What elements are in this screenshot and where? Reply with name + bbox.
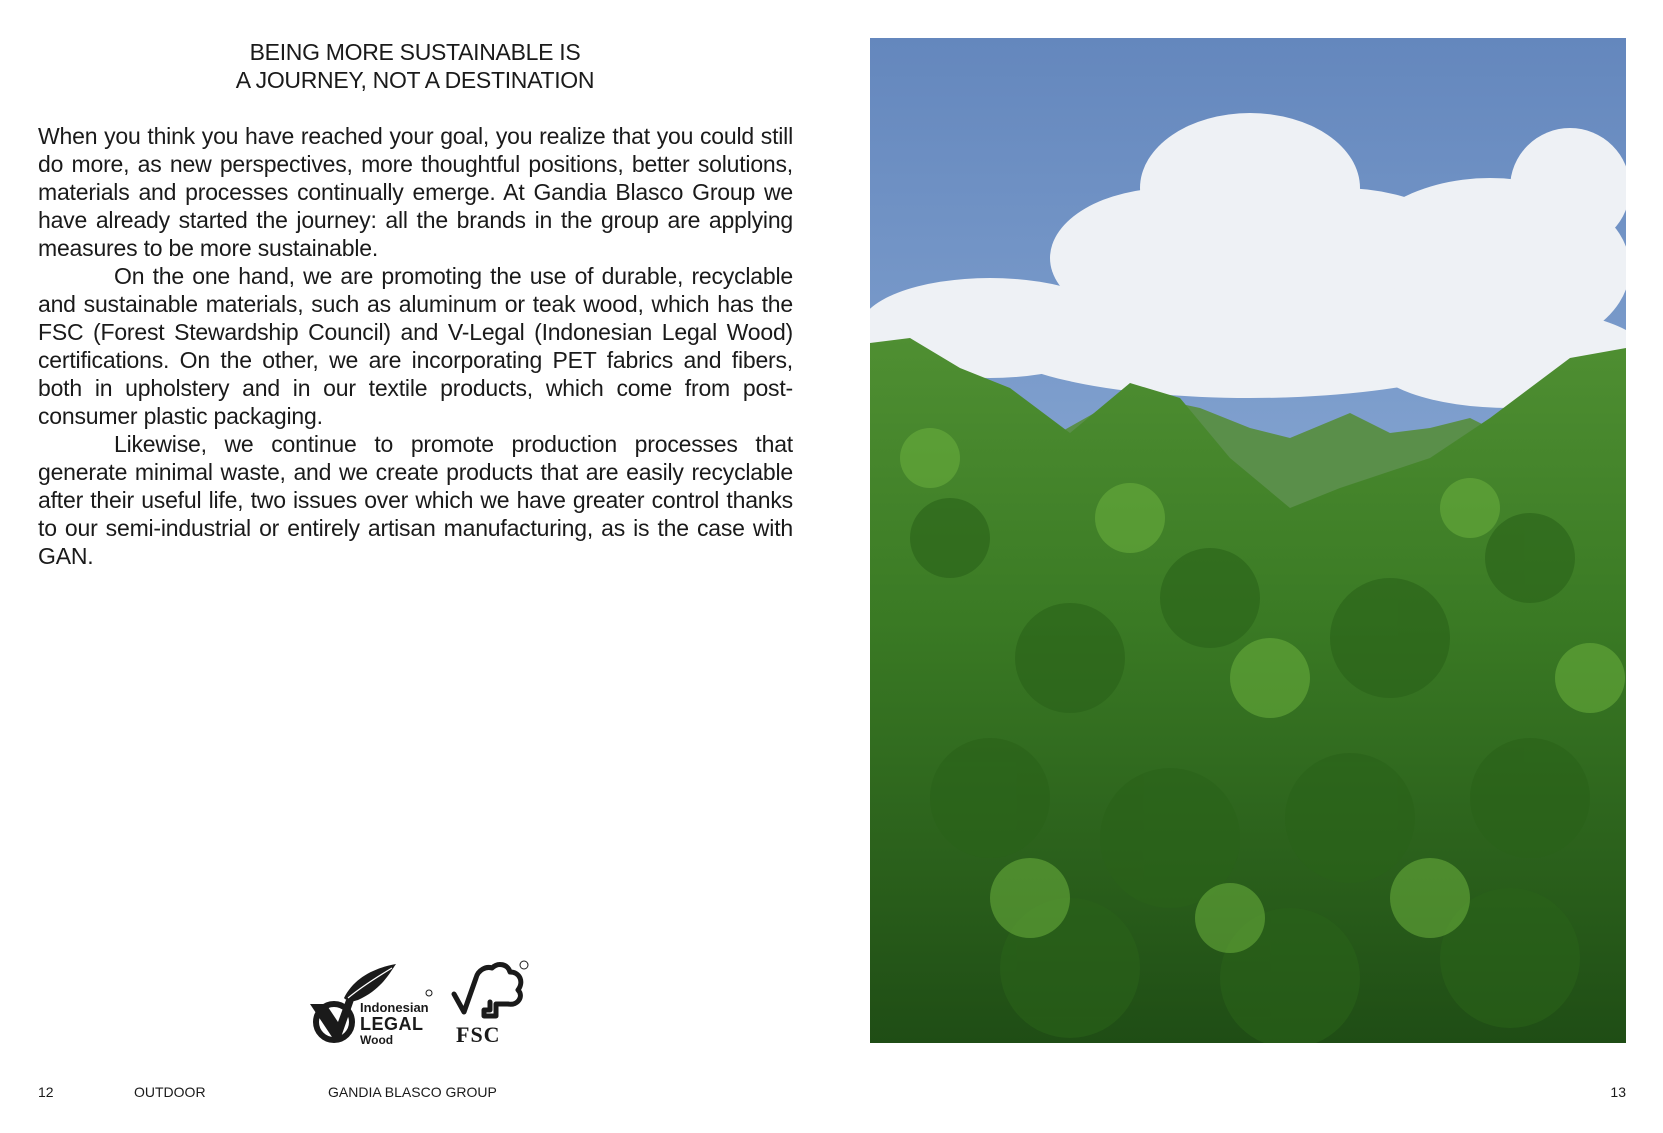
page-number-right: 13 [1610,1084,1626,1100]
body-paragraph: On the one hand, we are promoting the use of durable, recyclable and sustainable materials, such as aluminum or teak wood, which has the FSC (Forest Stewardship Council) and V-Legal (Indonesian Legal Wood) certifications. On the other, we are incorporating PET fabrics and fibers, both in upholstery and in our textile products, which come from post-consumer plastic packaging. [38,263,793,429]
page-title-line-1: BEING MORE SUSTAINABLE IS [249,39,581,65]
forest-mountain-image [870,38,1626,1043]
body-paragraph: When you think you have reached your goal, you realize that you could still do more, as new perspectives, more thoughtful positions, better solutions, materials and processes continually emerge. At Gandia Blasco Group we have already started the journey: all the brands in the group are applying measures to be more sustainable. [38,123,793,261]
certification-logos [308,960,528,1050]
fsc-text: FSC [456,1022,501,1047]
body-paragraph: Likewise, we continue to promote production processes that generate minimal waste, and we create products that are easily recyclable after their useful life, two issues over which we have greater control thanks to our semi-industrial or entirely artisan manufacturing, as is the case with GAN. [38,431,793,569]
indonesian-legal-wood-logo [308,960,434,1048]
page-title [38,38,792,94]
ilw-text-3: Wood [360,1033,394,1047]
page-title-line-2: A JOURNEY, NOT A DESTINATION [235,67,595,93]
footer-brand: GANDIA BLASCO GROUP [328,1084,497,1100]
ilw-text-1: Indonesian [360,1000,429,1015]
footer-section: OUTDOOR [134,1084,206,1100]
page-number-left: 12 [38,1084,54,1100]
ilw-text-2: LEGAL [360,1014,424,1034]
body-text [38,122,793,570]
tree-check-icon [450,960,530,1022]
fsc-logo [450,960,530,1048]
